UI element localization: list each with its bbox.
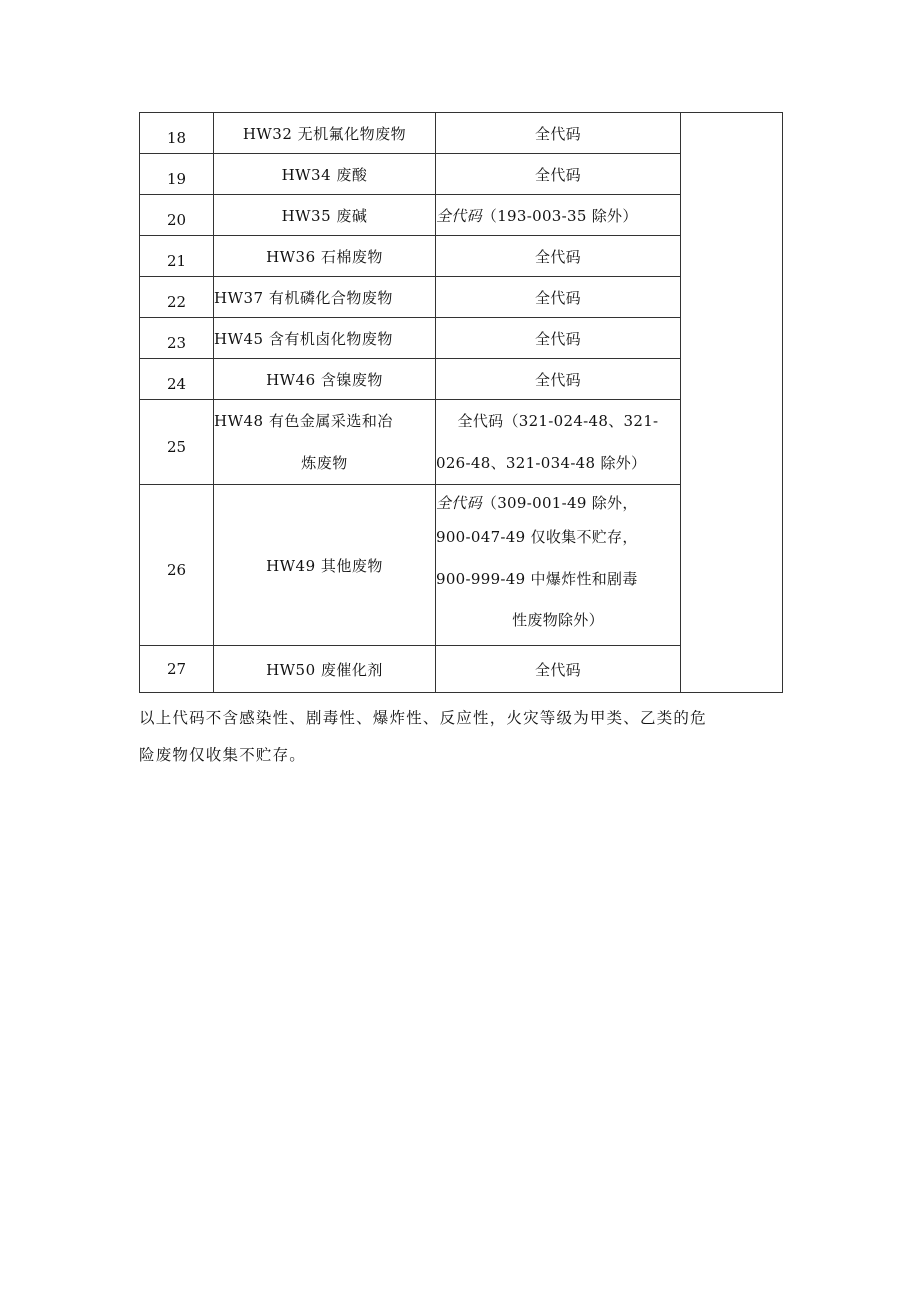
waste-code-italic: 全代码 <box>436 494 482 512</box>
waste-category: HW32 无机氟化物废物 <box>214 113 436 154</box>
waste-category: HW34 废酸 <box>214 154 436 195</box>
table-row <box>140 113 783 154</box>
waste-code-table <box>139 112 783 693</box>
waste-category <box>214 400 436 485</box>
row-number: 21 <box>140 236 214 277</box>
waste-code <box>436 400 681 485</box>
waste-category: HW45 含有机卤化物废物 <box>214 318 436 359</box>
waste-category: HW36 石棉废物 <box>214 236 436 277</box>
row-number: 18 <box>140 113 214 154</box>
waste-category: HW49 其他废物 <box>214 485 436 646</box>
waste-code-line: 026-48、321-034-48 除外） <box>436 454 647 472</box>
waste-code: 全代码 <box>436 359 681 400</box>
waste-category-line: 炼废物 <box>301 454 348 472</box>
waste-code-line: 全代码（321-024-48、321- <box>457 412 659 430</box>
waste-category: HW50 废催化剂 <box>214 646 436 693</box>
waste-code: 全代码 <box>436 236 681 277</box>
footnote <box>139 700 784 774</box>
waste-category: HW35 废碱 <box>214 195 436 236</box>
row-number: 22 <box>140 277 214 318</box>
footnote-line: 以上代码不含感染性、剧毒性、爆炸性、反应性，火灾等级为甲类、乙类的危 <box>139 709 707 727</box>
waste-code-italic: 全代码 <box>436 206 482 225</box>
waste-code <box>436 485 681 646</box>
waste-code-line: 900-047-49 仅收集不贮存， <box>436 528 638 546</box>
row-number: 27 <box>140 646 214 693</box>
waste-code-line: 900-999-49 中爆炸性和剧毒 <box>436 570 638 588</box>
waste-category: HW37 有机磷化合物废物 <box>214 277 436 318</box>
row-number: 20 <box>140 195 214 236</box>
waste-code: 全代码 <box>436 646 681 693</box>
row-number: 23 <box>140 318 214 359</box>
waste-category-line: HW48 有色金属采选和冶 <box>214 412 393 430</box>
waste-code-exception: （309-001-49 除外， <box>481 494 638 512</box>
waste-code-line <box>436 490 680 516</box>
row-number: 26 <box>140 485 214 646</box>
row-number: 25 <box>140 400 214 485</box>
footnote-line: 险废物仅收集不贮存。 <box>139 746 307 764</box>
waste-code: 全代码 <box>436 113 681 154</box>
waste-code-exception: （193-003-35 除外） <box>481 206 638 225</box>
row-number: 24 <box>140 359 214 400</box>
waste-code-line: 性废物除外） <box>512 611 604 629</box>
waste-category: HW46 含镍废物 <box>214 359 436 400</box>
blank-column <box>681 113 783 693</box>
waste-code: 全代码 <box>436 277 681 318</box>
waste-code: 全代码 <box>436 318 681 359</box>
waste-code: 全代码 <box>436 154 681 195</box>
waste-code <box>436 195 681 236</box>
row-number: 19 <box>140 154 214 195</box>
